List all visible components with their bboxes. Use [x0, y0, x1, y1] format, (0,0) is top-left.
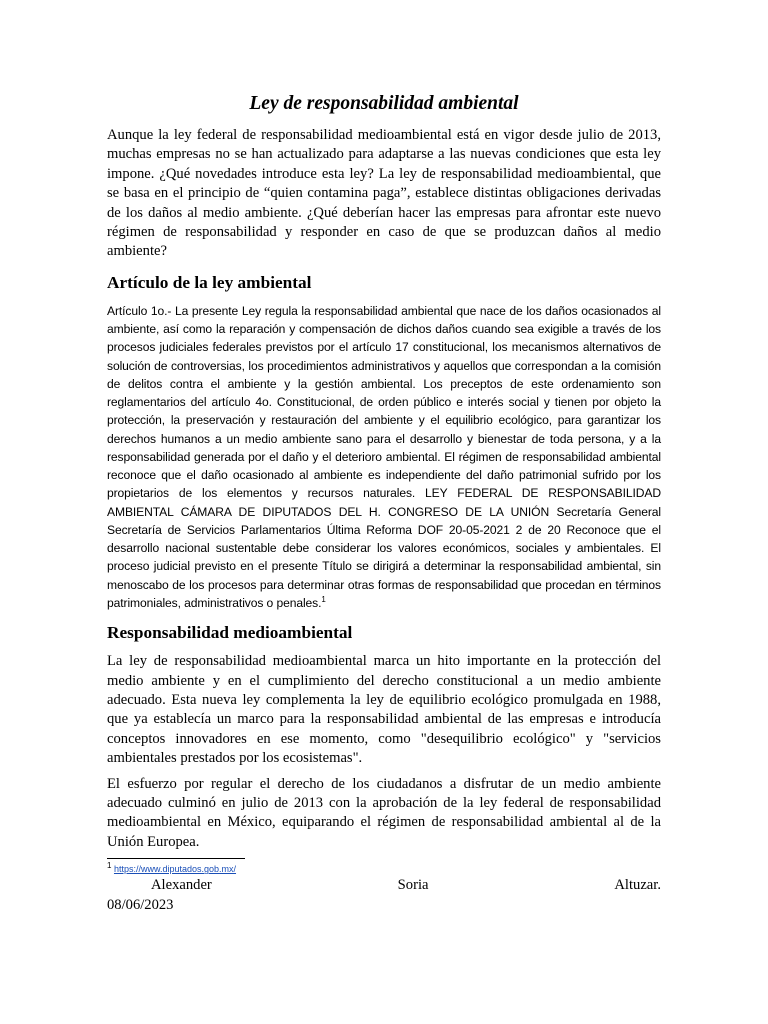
document-title: Ley de responsabilidad ambiental: [249, 93, 519, 114]
article-paragraph: [107, 302, 661, 612]
footnote-reference[interactable]: 1: [321, 594, 326, 604]
footnote: [107, 863, 661, 875]
author-last-name: Altuzar.: [614, 877, 661, 894]
author-line: [107, 875, 661, 895]
article-text: Artículo 1o.- La presente Ley regula la responsabilidad ambiental que nace de los daños ocasionados al ambiente, así como la reparación y compensación de dichos daños cuando sea exigible a través de los procesos judiciales federales previstos por el artículo 17 constitucional, los mecanismos alternativos de solución de controversias, los procedimientos administrativos y aquellos que correspondan a la comisión de delitos contra el ambiente y la gestión ambiental. Los preceptos de este ordenamiento son reglamentarios del artículo 4o. Constitucional, de orden público e interés social y tienen por objeto la protección, la preservación y restauración del ambiente y el equilibrio ecológico, para garantizar los derechos humanos a un medio ambiente sano para el desarrollo y bienestar de toda persona, y a la responsabilidad generada por el daño y el deterioro ambiental. El régimen de responsabilidad ambiental reconoce que el daño ocasionado al ambiente es independiente del daño patrimonial sufrido por los propietarios de los elementos y recursos naturales. LEY FEDERAL DE RESPONSABILIDAD AMBIENTAL CÁMARA DE DIPUTADOS DEL H. CONGRESO DE LA UNIÓN Secretaría General Secretaría de Servicios Parlamentarios Última Reforma DOF 20-05-2021 2 de 20 Reconoce que el desarrollo nacional sustentable debe considerar los valores económicos, sociales y ambientales. El proceso judicial previsto en el presente Título se dirigirá a determinar la responsabilidad ambiental, sin menoscabo de los procesos para determinar otras formas de responsabilidad que procedan en términos patrimoniales, administrativos o penales.: [107, 303, 661, 610]
section-heading-responsabilidad: Responsabilidad medioambiental: [107, 623, 353, 643]
document-page: [107, 92, 661, 915]
responsabilidad-paragraph-2: El esfuerzo por regular el derecho de los ciudadanos a disfrutar de un medio ambiente adecuado culminó en julio de 2013 con la aprobación de la ley federal de responsabilidad medioambiental en México, equiparando el régimen de responsabilidad ambiental al de la Unión Europea.: [107, 775, 661, 850]
footnote-link[interactable]: https://www.diputados.gob.mx/: [113, 864, 237, 875]
responsabilidad-paragraph-1: La ley de responsabilidad medioambiental marca un hito importante en la protección del medio ambiente y en el cumplimiento del derecho constitucional a un medio ambiente adecuado. Esta nueva ley complementa la ley de equilibrio ecológico promulgada en 1988, que ya establecía un marco para la responsabilidad ambiental de las empresas e introducía conceptos innovadores en ese momento, como "desequilibrio ecológico" y "servicios ambientales prestados por los ecosistemas".: [107, 653, 661, 767]
document-date: 08/06/2023: [107, 897, 174, 914]
footnote-divider: [107, 858, 245, 859]
author-middle-name: Soria: [397, 877, 429, 894]
section-heading-articulo: Artículo de la ley ambiental: [107, 272, 312, 292]
intro-paragraph: Aunque la ley federal de responsabilidad medioambiental está en vigor desde julio de 2013, muchas empresas no se han actualizado para adaptarse a las nuevas condiciones que esta ley impone. ¿Qué novedades introduce esta ley? La ley de responsabilidad medioambiental, que se basa en el principio de “quien contamina paga”, establece distintas obligaciones derivadas de los daños al medio ambiente. ¿Qué deberían hacer las empresas para afrontar este nuevo régimen de responsabilidad y responder en caso de que se produzcan daños al medio ambiente?: [107, 127, 661, 260]
footnote-number: 1: [107, 861, 112, 871]
author-first-name: Alexander: [151, 877, 212, 894]
